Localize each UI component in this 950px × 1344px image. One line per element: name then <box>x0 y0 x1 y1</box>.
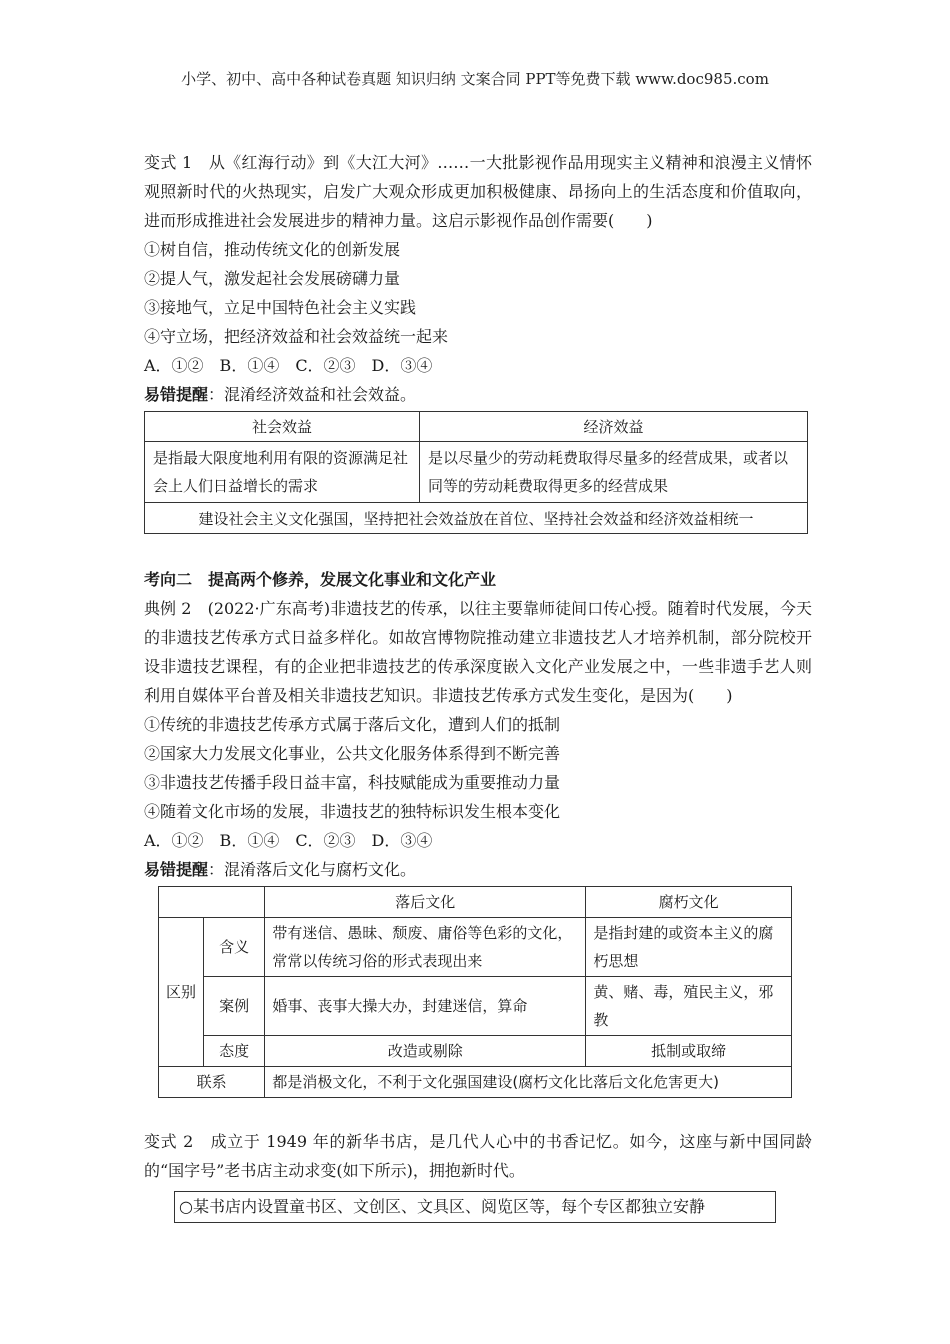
table2-row1-backward: 带有迷信、愚昧、颓废、庸俗等色彩的文化，常常以传统习俗的形式表现出来 <box>265 918 586 977</box>
table2-link-label: 联系 <box>159 1067 265 1098</box>
example2-tip <box>144 855 812 884</box>
section2-title: 考向二 提高两个修养，发展文化事业和文化产业 <box>144 570 497 589</box>
table2-diff-label: 区别 <box>159 918 204 1067</box>
variant1-option-3: ③接地气，立足中国特色社会主义实践 <box>144 298 417 317</box>
table2-row2-decadent: 黄、赌、毒，殖民主义，邪教 <box>586 977 792 1036</box>
variant1-option-2: ②提人气，激发起社会发展磅礴力量 <box>144 269 401 288</box>
variant1-option-4: ④守立场，把经济效益和社会效益统一起来 <box>144 327 449 346</box>
table2-row2-label: 案例 <box>204 977 265 1036</box>
document-body <box>144 148 812 1223</box>
variant1-tip <box>144 380 812 409</box>
table1-header-economic: 经济效益 <box>420 412 808 442</box>
example2-option-3: ③非遗技艺传播手段日益丰富，科技赋能成为重要推动力量 <box>144 773 561 792</box>
tip-text: ：混淆经济效益和社会效益。 <box>208 385 417 404</box>
table2-row3-backward: 改造或剔除 <box>265 1036 586 1067</box>
page-header: 小学、初中、高中各种试卷真题 知识归纳 文案合同 PPT等免费下载 www.doc985.com <box>181 70 769 88</box>
benefit-comparison-table <box>144 411 808 534</box>
table2-row3-decadent: 抵制或取缔 <box>586 1036 792 1067</box>
example2-option-2: ②国家大力发展文化事业，公共文化服务体系得到不断完善 <box>144 744 561 763</box>
tip-label: 易错提醒 <box>144 860 209 879</box>
table2-link-text: 都是消极文化，不利于文化强国建设(腐朽文化比落后文化危害更大) <box>265 1067 792 1098</box>
table2-row1-decadent: 是指封建的或资本主义的腐朽思想 <box>586 918 792 977</box>
tip-text: ：混淆落后文化与腐朽文化。 <box>208 860 417 879</box>
example2-choices: A．①② B．①④ C．②③ D．③④ <box>144 831 433 850</box>
table2-header-decadent: 腐朽文化 <box>586 887 792 918</box>
table2-row1-label: 含义 <box>204 918 265 977</box>
tip-label: 易错提醒 <box>144 385 209 404</box>
variant1-stem: 变式 1 从《红海行动》到《大江大河》……一大批影视作品用现实主义精神和浪漫主义情怀观照新时代的火热现实，启发广大观众形成更加积极健康、昂扬向上的生活态度和价值取向，进而形成推进社会发展进步的精神力量。这启示影视作品创作需要( ) <box>144 153 812 230</box>
example2-option-4: ④随着文化市场的发展，非遗技艺的独特标识发生根本变化 <box>144 802 561 821</box>
table2-row2-backward: 婚事、丧事大操大办，封建迷信，算命 <box>265 977 586 1036</box>
table1-footer: 建设社会主义文化强国，坚持把社会效益放在首位、坚持社会效益和经济效益相统一 <box>145 503 808 534</box>
variant1-option-1: ①树自信，推动传统文化的创新发展 <box>144 240 401 259</box>
table1-header-social: 社会效益 <box>145 412 420 442</box>
variant1-choices: A．①② B．①④ C．②③ D．③④ <box>144 356 433 375</box>
table2-row3-label: 态度 <box>204 1036 265 1067</box>
culture-comparison-table <box>158 886 792 1098</box>
table1-social-cell: 是指最大限度地利用有限的资源满足社会上人们日益增长的需求 <box>145 442 420 503</box>
example2-stem: 典例 2 (2022·广东高考)非遗技艺的传承，以往主要靠师徒间口传心授。随着时代发展，今天的非遗技艺传承方式日益多样化。如故宫博物院推动建立非遗技艺人才培养机制，部分院校开设非遗技艺课程，有的企业把非遗技艺的传承深度嵌入文化产业发展之中，一些非遗手艺人则利用自媒体平台普及相关非遗技艺知识。非遗技艺传承方式发生变化，是因为( ) <box>144 599 812 705</box>
table2-header-backward: 落后文化 <box>265 887 586 918</box>
table2-corner <box>159 887 265 918</box>
variant2-bookstore-box: ○某书店内设置童书区、文创区、文具区、阅览区等，每个专区都独立安静 <box>174 1191 776 1223</box>
example2-option-1: ①传统的非遗技艺传承方式属于落后文化，遭到人们的抵制 <box>144 715 561 734</box>
variant2-stem: 变式 2 成立于 1949 年的新华书店，是几代人心中的书香记忆。如今，这座与新中国同龄的“国字号”老书店主动求变(如下所示)，拥抱新时代。 <box>144 1132 812 1180</box>
table1-economic-cell: 是以尽量少的劳动耗费取得尽量多的经营成果，或者以同等的劳动耗费取得更多的经营成果 <box>420 442 808 503</box>
